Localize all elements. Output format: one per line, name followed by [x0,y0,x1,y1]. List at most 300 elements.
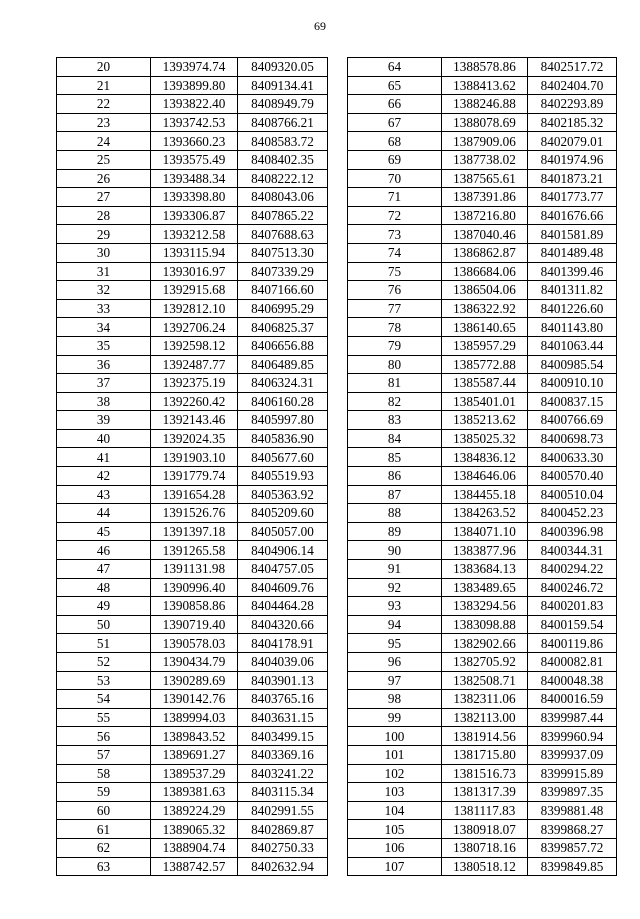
point-number-cell: 80 [348,355,442,374]
table-row [348,653,617,672]
table-row [57,299,328,318]
y-coordinate-cell: 8406656.88 [238,336,328,355]
table-row [348,336,617,355]
table-row [57,801,328,820]
x-coordinate-cell: 1381914.56 [442,727,528,746]
table-row [348,243,617,262]
y-coordinate-cell: 8405209.60 [238,504,328,523]
table-row [57,318,328,337]
point-number-cell: 61 [57,820,151,839]
x-coordinate-cell: 1393306.87 [151,206,238,225]
y-coordinate-cell: 8405363.92 [238,485,328,504]
table-row [348,95,617,114]
point-number-cell: 24 [57,132,151,151]
table-row [57,838,328,857]
y-coordinate-cell: 8400119.86 [528,634,617,653]
y-coordinate-cell: 8406489.85 [238,355,328,374]
point-number-cell: 105 [348,820,442,839]
y-coordinate-cell: 8408583.72 [238,132,328,151]
table-row [57,634,328,653]
x-coordinate-cell: 1393899.80 [151,76,238,95]
point-number-cell: 63 [57,857,151,876]
coordinates-table-left [56,57,328,876]
y-coordinate-cell: 8399857.72 [528,838,617,857]
x-coordinate-cell: 1389381.63 [151,783,238,802]
y-coordinate-cell: 8400698.73 [528,429,617,448]
y-coordinate-cell: 8403369.16 [238,745,328,764]
table-row [57,504,328,523]
x-coordinate-cell: 1393488.34 [151,169,238,188]
table-row [57,113,328,132]
point-number-cell: 102 [348,764,442,783]
table-row [348,299,617,318]
table-row [348,745,617,764]
table-row [57,560,328,579]
point-number-cell: 99 [348,708,442,727]
point-number-cell: 46 [57,541,151,560]
x-coordinate-cell: 1383294.56 [442,597,528,616]
table-row [348,262,617,281]
point-number-cell: 38 [57,392,151,411]
point-number-cell: 95 [348,634,442,653]
y-coordinate-cell: 8404178.91 [238,634,328,653]
x-coordinate-cell: 1381117.83 [442,801,528,820]
point-number-cell: 32 [57,281,151,300]
table-row [348,169,617,188]
y-coordinate-cell: 8404039.06 [238,653,328,672]
y-coordinate-cell: 8402404.70 [528,76,617,95]
table-row [57,708,328,727]
table-row [348,113,617,132]
x-coordinate-cell: 1388578.86 [442,58,528,77]
y-coordinate-cell: 8400344.31 [528,541,617,560]
point-number-cell: 73 [348,225,442,244]
point-number-cell: 41 [57,448,151,467]
table-row [57,169,328,188]
y-coordinate-cell: 8407166.60 [238,281,328,300]
point-number-cell: 57 [57,745,151,764]
point-number-cell: 23 [57,113,151,132]
x-coordinate-cell: 1387738.02 [442,150,528,169]
point-number-cell: 85 [348,448,442,467]
x-coordinate-cell: 1393660.23 [151,132,238,151]
point-number-cell: 33 [57,299,151,318]
point-number-cell: 101 [348,745,442,764]
y-coordinate-cell: 8399897.35 [528,783,617,802]
point-number-cell: 98 [348,690,442,709]
y-coordinate-cell: 8400510.04 [528,485,617,504]
x-coordinate-cell: 1382311.06 [442,690,528,709]
table-row [57,597,328,616]
y-coordinate-cell: 8401676.66 [528,206,617,225]
point-number-cell: 76 [348,281,442,300]
y-coordinate-cell: 8403631.15 [238,708,328,727]
x-coordinate-cell: 1385025.32 [442,429,528,448]
x-coordinate-cell: 1391397.18 [151,522,238,541]
x-coordinate-cell: 1382705.92 [442,653,528,672]
x-coordinate-cell: 1387216.80 [442,206,528,225]
x-coordinate-cell: 1381516.73 [442,764,528,783]
point-number-cell: 71 [348,188,442,207]
point-number-cell: 66 [348,95,442,114]
x-coordinate-cell: 1386504.06 [442,281,528,300]
x-coordinate-cell: 1392812.10 [151,299,238,318]
y-coordinate-cell: 8407865.22 [238,206,328,225]
x-coordinate-cell: 1389691.27 [151,745,238,764]
y-coordinate-cell: 8400910.10 [528,374,617,393]
x-coordinate-cell: 1380718.16 [442,838,528,857]
point-number-cell: 45 [57,522,151,541]
point-number-cell: 60 [57,801,151,820]
point-number-cell: 89 [348,522,442,541]
point-number-cell: 21 [57,76,151,95]
table-row [348,597,617,616]
x-coordinate-cell: 1388904.74 [151,838,238,857]
x-coordinate-cell: 1391265.58 [151,541,238,560]
x-coordinate-cell: 1386862.87 [442,243,528,262]
point-number-cell: 56 [57,727,151,746]
table-row [57,745,328,764]
x-coordinate-cell: 1380518.12 [442,857,528,876]
table-row [348,355,617,374]
table-row [348,522,617,541]
x-coordinate-cell: 1381317.39 [442,783,528,802]
point-number-cell: 52 [57,653,151,672]
y-coordinate-cell: 8404464.28 [238,597,328,616]
x-coordinate-cell: 1383098.88 [442,615,528,634]
table-row [57,411,328,430]
point-number-cell: 87 [348,485,442,504]
y-coordinate-cell: 8400294.22 [528,560,617,579]
point-number-cell: 79 [348,336,442,355]
table-row [348,467,617,486]
x-coordinate-cell: 1393115.94 [151,243,238,262]
table-row [348,857,617,876]
point-number-cell: 104 [348,801,442,820]
point-number-cell: 48 [57,578,151,597]
y-coordinate-cell: 8400048.38 [528,671,617,690]
x-coordinate-cell: 1390719.40 [151,615,238,634]
y-coordinate-cell: 8401974.96 [528,150,617,169]
table-row [57,336,328,355]
table-row [348,541,617,560]
table-row [57,374,328,393]
point-number-cell: 90 [348,541,442,560]
point-number-cell: 74 [348,243,442,262]
point-number-cell: 96 [348,653,442,672]
y-coordinate-cell: 8399987.44 [528,708,617,727]
x-coordinate-cell: 1393575.49 [151,150,238,169]
x-coordinate-cell: 1391903.10 [151,448,238,467]
point-number-cell: 78 [348,318,442,337]
point-number-cell: 35 [57,336,151,355]
table-row [348,690,617,709]
table-row [348,838,617,857]
x-coordinate-cell: 1387909.06 [442,132,528,151]
y-coordinate-cell: 8406825.37 [238,318,328,337]
y-coordinate-cell: 8399868.27 [528,820,617,839]
table-row [348,132,617,151]
y-coordinate-cell: 8401773.77 [528,188,617,207]
point-number-cell: 47 [57,560,151,579]
x-coordinate-cell: 1391131.98 [151,560,238,579]
x-coordinate-cell: 1389224.29 [151,801,238,820]
y-coordinate-cell: 8401399.46 [528,262,617,281]
table-row [57,132,328,151]
table-row [57,76,328,95]
y-coordinate-cell: 8402293.89 [528,95,617,114]
table-row [57,485,328,504]
y-coordinate-cell: 8401143.80 [528,318,617,337]
point-number-cell: 83 [348,411,442,430]
point-number-cell: 64 [348,58,442,77]
table-row [348,634,617,653]
x-coordinate-cell: 1392487.77 [151,355,238,374]
point-number-cell: 107 [348,857,442,876]
table-row [348,150,617,169]
x-coordinate-cell: 1389065.32 [151,820,238,839]
table-row [57,429,328,448]
x-coordinate-cell: 1389537.29 [151,764,238,783]
x-coordinate-cell: 1384263.52 [442,504,528,523]
x-coordinate-cell: 1384071.10 [442,522,528,541]
point-number-cell: 26 [57,169,151,188]
x-coordinate-cell: 1393398.80 [151,188,238,207]
y-coordinate-cell: 8403241.22 [238,764,328,783]
y-coordinate-cell: 8400016.59 [528,690,617,709]
x-coordinate-cell: 1392375.19 [151,374,238,393]
y-coordinate-cell: 8401489.48 [528,243,617,262]
x-coordinate-cell: 1386140.65 [442,318,528,337]
x-coordinate-cell: 1385587.44 [442,374,528,393]
page-number: 69 [314,19,326,33]
x-coordinate-cell: 1393974.74 [151,58,238,77]
y-coordinate-cell: 8400396.98 [528,522,617,541]
table-row [348,411,617,430]
x-coordinate-cell: 1384455.18 [442,485,528,504]
table-row [348,206,617,225]
y-coordinate-cell: 8408222.12 [238,169,328,188]
y-coordinate-cell: 8409134.41 [238,76,328,95]
x-coordinate-cell: 1385213.62 [442,411,528,430]
table-row [348,615,617,634]
point-number-cell: 59 [57,783,151,802]
y-coordinate-cell: 8401063.44 [528,336,617,355]
point-number-cell: 50 [57,615,151,634]
x-coordinate-cell: 1390142.76 [151,690,238,709]
table-row [57,578,328,597]
point-number-cell: 94 [348,615,442,634]
x-coordinate-cell: 1385957.29 [442,336,528,355]
point-number-cell: 36 [57,355,151,374]
point-number-cell: 68 [348,132,442,151]
point-number-cell: 84 [348,429,442,448]
point-number-cell: 49 [57,597,151,616]
y-coordinate-cell: 8401311.82 [528,281,617,300]
y-coordinate-cell: 8406995.29 [238,299,328,318]
y-coordinate-cell: 8403499.15 [238,727,328,746]
table-row [57,262,328,281]
point-number-cell: 44 [57,504,151,523]
point-number-cell: 72 [348,206,442,225]
point-number-cell: 22 [57,95,151,114]
table-row [57,58,328,77]
table-row [348,76,617,95]
table-row [348,727,617,746]
x-coordinate-cell: 1387565.61 [442,169,528,188]
table-row [57,690,328,709]
y-coordinate-cell: 8405519.93 [238,467,328,486]
x-coordinate-cell: 1381715.80 [442,745,528,764]
x-coordinate-cell: 1387391.86 [442,188,528,207]
point-number-cell: 34 [57,318,151,337]
x-coordinate-cell: 1383684.13 [442,560,528,579]
x-coordinate-cell: 1380918.07 [442,820,528,839]
y-coordinate-cell: 8399937.09 [528,745,617,764]
y-coordinate-cell: 8401581.89 [528,225,617,244]
table-row [57,671,328,690]
table-row [348,820,617,839]
point-number-cell: 92 [348,578,442,597]
x-coordinate-cell: 1391779.74 [151,467,238,486]
point-number-cell: 31 [57,262,151,281]
x-coordinate-cell: 1393016.97 [151,262,238,281]
x-coordinate-cell: 1386684.06 [442,262,528,281]
y-coordinate-cell: 8402079.01 [528,132,617,151]
table-row [57,355,328,374]
table-row [348,58,617,77]
point-number-cell: 62 [57,838,151,857]
point-number-cell: 70 [348,169,442,188]
y-coordinate-cell: 8404320.66 [238,615,328,634]
y-coordinate-cell: 8402869.87 [238,820,328,839]
x-coordinate-cell: 1383877.96 [442,541,528,560]
point-number-cell: 82 [348,392,442,411]
y-coordinate-cell: 8399960.94 [528,727,617,746]
x-coordinate-cell: 1392915.68 [151,281,238,300]
y-coordinate-cell: 8408949.79 [238,95,328,114]
table-row [348,318,617,337]
y-coordinate-cell: 8402632.94 [238,857,328,876]
x-coordinate-cell: 1388078.69 [442,113,528,132]
table-row [57,522,328,541]
point-number-cell: 77 [348,299,442,318]
table-row [348,801,617,820]
x-coordinate-cell: 1392598.12 [151,336,238,355]
y-coordinate-cell: 8407688.63 [238,225,328,244]
x-coordinate-cell: 1390996.40 [151,578,238,597]
y-coordinate-cell: 8406160.28 [238,392,328,411]
table-row [348,671,617,690]
table-row [348,225,617,244]
x-coordinate-cell: 1390289.69 [151,671,238,690]
table-row [348,374,617,393]
point-number-cell: 81 [348,374,442,393]
x-coordinate-cell: 1384646.06 [442,467,528,486]
y-coordinate-cell: 8403901.13 [238,671,328,690]
x-coordinate-cell: 1385401.01 [442,392,528,411]
y-coordinate-cell: 8402991.55 [238,801,328,820]
x-coordinate-cell: 1392260.42 [151,392,238,411]
y-coordinate-cell: 8400766.69 [528,411,617,430]
y-coordinate-cell: 8400837.15 [528,392,617,411]
point-number-cell: 40 [57,429,151,448]
coordinates-table-right [347,57,617,876]
table-row [57,783,328,802]
y-coordinate-cell: 8402750.33 [238,838,328,857]
y-coordinate-cell: 8400985.54 [528,355,617,374]
x-coordinate-cell: 1393742.53 [151,113,238,132]
x-coordinate-cell: 1392143.46 [151,411,238,430]
point-number-cell: 86 [348,467,442,486]
table-row [57,764,328,783]
point-number-cell: 54 [57,690,151,709]
table-row [348,783,617,802]
y-coordinate-cell: 8404757.05 [238,560,328,579]
table-row [348,578,617,597]
point-number-cell: 39 [57,411,151,430]
y-coordinate-cell: 8403765.16 [238,690,328,709]
x-coordinate-cell: 1392024.35 [151,429,238,448]
y-coordinate-cell: 8400082.81 [528,653,617,672]
y-coordinate-cell: 8400452.23 [528,504,617,523]
y-coordinate-cell: 8400246.72 [528,578,617,597]
table-row [348,560,617,579]
y-coordinate-cell: 8405997.80 [238,411,328,430]
table-row [348,764,617,783]
y-coordinate-cell: 8403115.34 [238,783,328,802]
x-coordinate-cell: 1386322.92 [442,299,528,318]
table-row [348,281,617,300]
point-number-cell: 43 [57,485,151,504]
table-row [57,225,328,244]
point-number-cell: 100 [348,727,442,746]
table-row [348,188,617,207]
table-row [57,467,328,486]
point-number-cell: 51 [57,634,151,653]
y-coordinate-cell: 8400201.83 [528,597,617,616]
y-coordinate-cell: 8405677.60 [238,448,328,467]
x-coordinate-cell: 1382113.00 [442,708,528,727]
point-number-cell: 65 [348,76,442,95]
point-number-cell: 37 [57,374,151,393]
point-number-cell: 103 [348,783,442,802]
point-number-cell: 58 [57,764,151,783]
x-coordinate-cell: 1382508.71 [442,671,528,690]
table-row [348,429,617,448]
table-row [348,392,617,411]
x-coordinate-cell: 1382902.66 [442,634,528,653]
y-coordinate-cell: 8408402.35 [238,150,328,169]
point-number-cell: 55 [57,708,151,727]
table-row [57,727,328,746]
point-number-cell: 91 [348,560,442,579]
y-coordinate-cell: 8404609.76 [238,578,328,597]
x-coordinate-cell: 1390858.86 [151,597,238,616]
point-number-cell: 20 [57,58,151,77]
point-number-cell: 93 [348,597,442,616]
y-coordinate-cell: 8408043.06 [238,188,328,207]
point-number-cell: 53 [57,671,151,690]
y-coordinate-cell: 8402517.72 [528,58,617,77]
x-coordinate-cell: 1388246.88 [442,95,528,114]
point-number-cell: 69 [348,150,442,169]
y-coordinate-cell: 8399849.85 [528,857,617,876]
y-coordinate-cell: 8404906.14 [238,541,328,560]
y-coordinate-cell: 8399881.48 [528,801,617,820]
table-row [57,857,328,876]
x-coordinate-cell: 1384836.12 [442,448,528,467]
